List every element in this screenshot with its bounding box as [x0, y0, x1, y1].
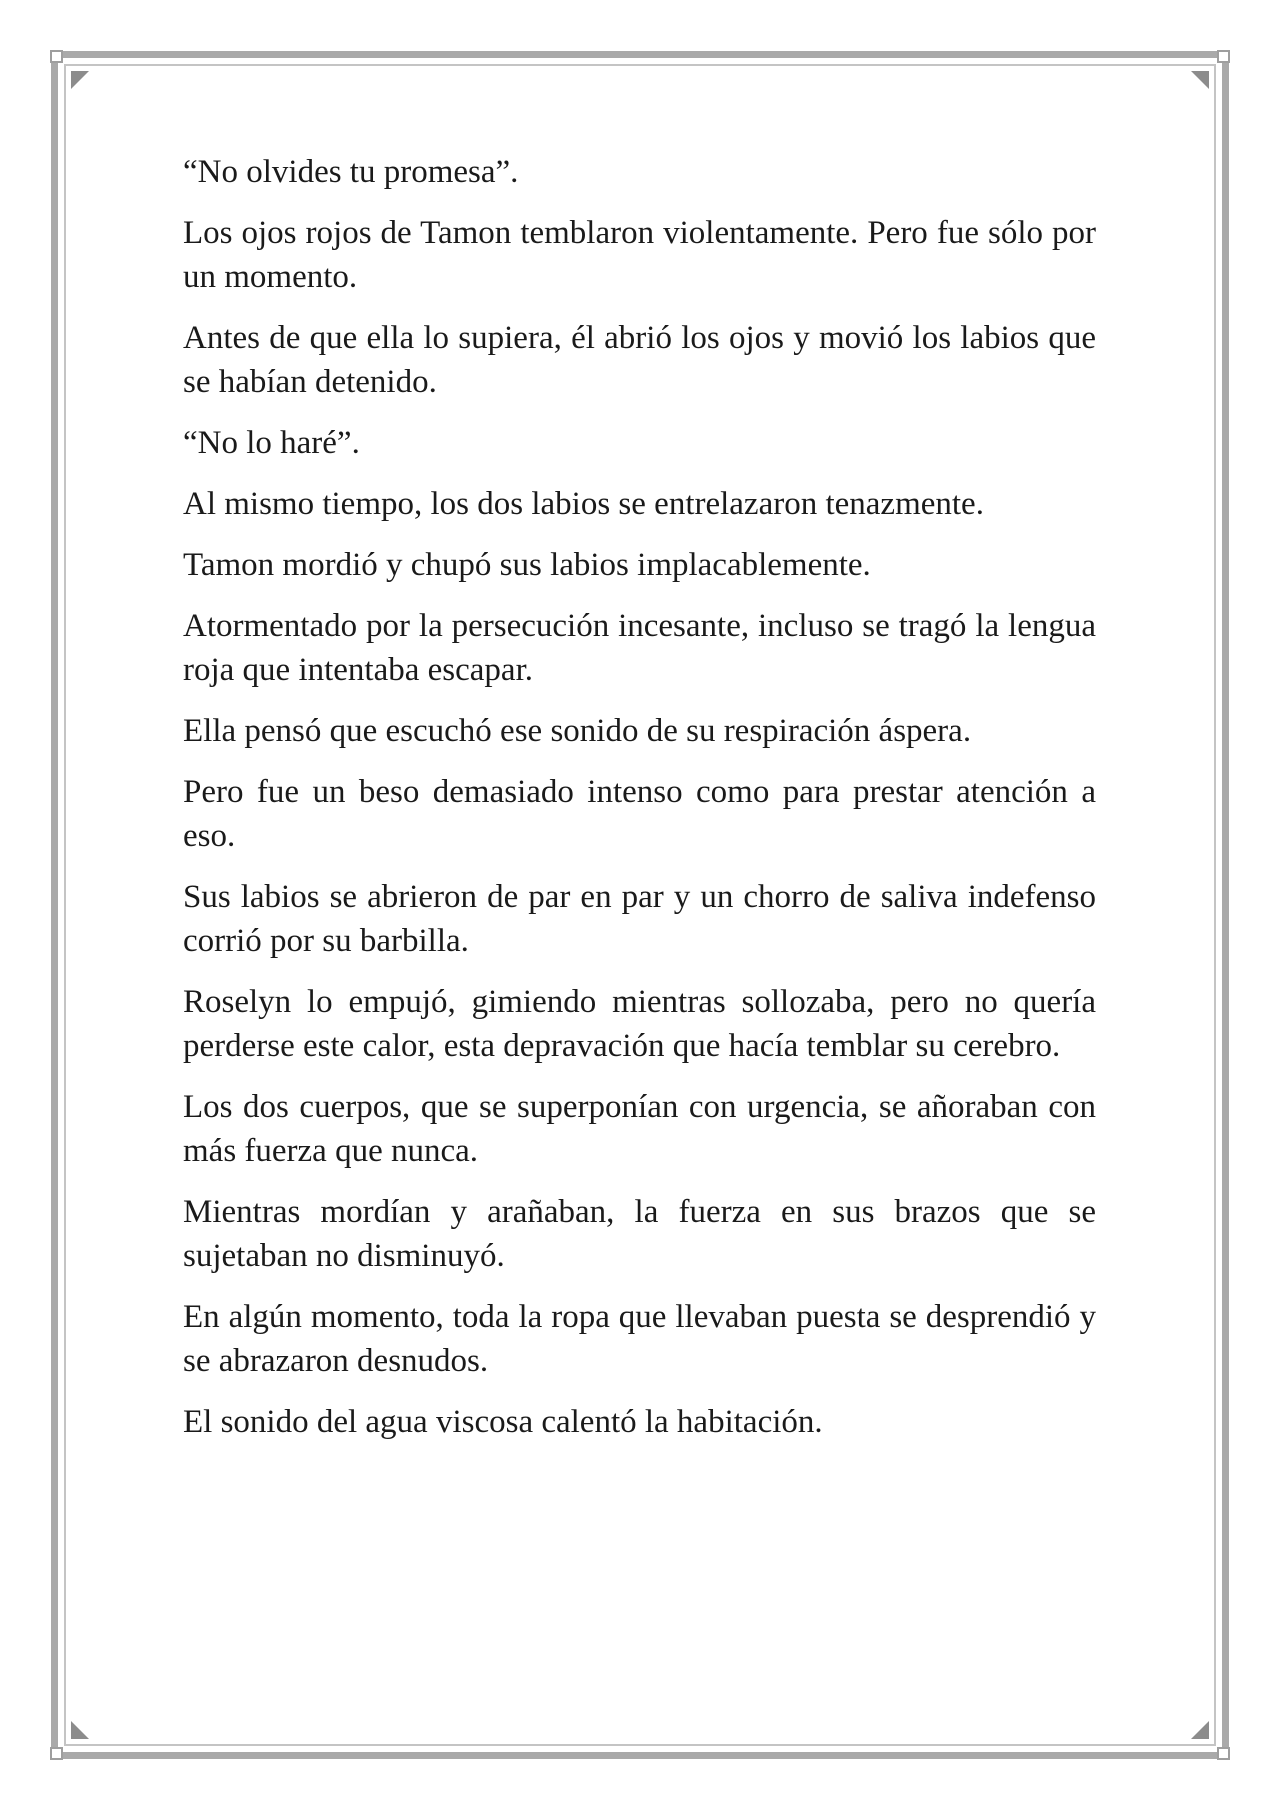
- corner-triangle-top-right: [1191, 71, 1209, 89]
- paragraph: Al mismo tiempo, los dos labios se entrelazaron tenazmente.: [183, 486, 984, 522]
- paragraph: Antes de que ella lo supiera, él abrió los ojos y movió los labios que se habían detenido.: [183, 320, 1096, 400]
- paragraph: El sonido del agua viscosa calentó la habitación.: [183, 1404, 823, 1440]
- paragraph: Ella pensó que escuchó ese sonido de su respiración áspera.: [183, 713, 972, 749]
- corner-triangle-top-left: [71, 71, 89, 89]
- corner-ornament-top-left: [50, 50, 63, 63]
- corner-triangle-bottom-left: [71, 1721, 89, 1739]
- paragraph: Los ojos rojos de Tamon temblaron violentamente. Pero fue sólo por un momento.: [183, 215, 1096, 295]
- paragraph: Sus labios se abrieron de par en par y un chorro de saliva indefenso corrió por su barbilla.: [183, 879, 1096, 959]
- paragraph: En algún momento, toda la ropa que llevaban puesta se desprendió y se abrazaron desnudos.: [183, 1299, 1096, 1379]
- paragraph: Roselyn lo empujó, gimiendo mientras sollozaba, pero no quería perderse este calor, esta depravación que hacía temblar su cerebro.: [183, 984, 1096, 1064]
- paragraph: Mientras mordían y arañaban, la fuerza en sus brazos que se sujetaban no disminuyó.: [183, 1194, 1096, 1274]
- corner-ornament-bottom-left: [50, 1747, 63, 1760]
- corner-triangle-bottom-right: [1191, 1721, 1209, 1739]
- paragraph: Los dos cuerpos, que se superponían con urgencia, se añoraban con más fuerza que nunca.: [183, 1089, 1096, 1169]
- corner-ornament-bottom-right: [1217, 1747, 1230, 1760]
- body-text: [183, 150, 1096, 1461]
- paragraph: “No olvides tu promesa”.: [183, 154, 519, 190]
- paragraph: Atormentado por la persecución incesante, incluso se tragó la lengua roja que intentaba escapar.: [183, 608, 1096, 688]
- paragraph: “No lo haré”.: [183, 425, 360, 461]
- corner-ornament-top-right: [1217, 50, 1230, 63]
- paragraph: Pero fue un beso demasiado intenso como para prestar atención a eso.: [183, 774, 1096, 854]
- paragraph: Tamon mordió y chupó sus labios implacablemente.: [183, 547, 871, 583]
